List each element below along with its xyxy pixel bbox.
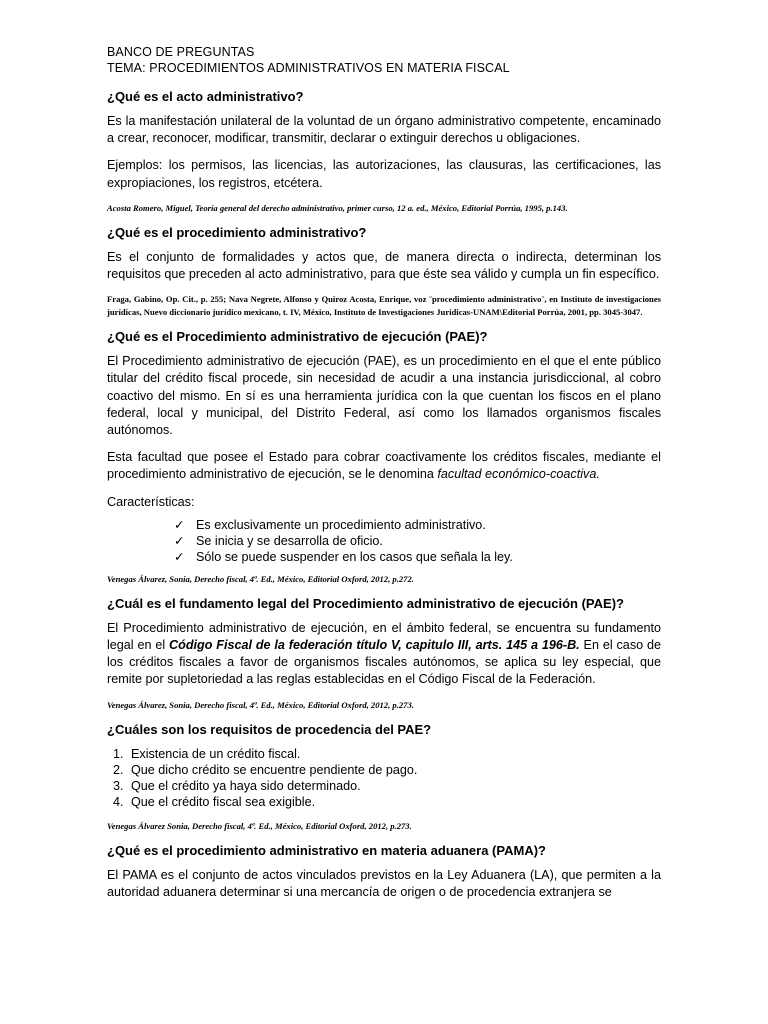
header-title: BANCO DE PREGUNTAS — [107, 45, 255, 59]
question-procedimiento-administrativo: ¿Qué es el procedimiento administrativo? — [107, 224, 367, 240]
list-item: 2. Que dicho crédito se encuentre pendiente de pago. — [127, 762, 661, 778]
answer-paragraph: Es el conjunto de formalidades y actos que, de manera directa o indirecta, determinan los requisitos que preceden al acto administrativo, para que éste sea válido y cumpla un fin específico. — [107, 249, 661, 282]
codigo-fiscal-reference: Código Fiscal de la federación título V, capitulo III, arts. 145 a 196-B. — [169, 638, 580, 653]
question-requisitos-pae: ¿Cuáles son los requisitos de procedencia del PAE? — [107, 721, 432, 737]
document-page — [107, 44, 661, 901]
list-item: 4. Que el crédito fiscal sea exigible. — [127, 794, 661, 810]
check-icon: ✓ — [174, 533, 185, 548]
citation: Fraga, Gabino, Op. Cit., p. 255; Nava Negrete, Alfonso y Quiroz Acosta, Enrique, voz ¨procedimiento administrativo¨, en Instituto de investigaciones jurídicas, Nuevo diccionario jurídico mexicano, t. IV, México, Instituto de Investigaciones Jurídicas-UNAM\Editorial Porrúa, 2001, pp. 3045-3047. — [107, 294, 661, 317]
characteristics-label: Características: — [107, 494, 195, 509]
answer-paragraph: El PAMA es el conjunto de actos vinculados previstos en la Ley Aduanera (LA), que permiten a la autoridad aduanera determinar si una mercancía de origen o de procedencia extranjera se — [107, 867, 661, 899]
facultad-term: facultad económico-coactiva. — [437, 467, 600, 482]
examples-paragraph: Ejemplos: los permisos, las licencias, las autorizaciones, las clausuras, las certificaciones, las expropiaciones, los registros, etcétera. — [107, 158, 661, 190]
question-pae: ¿Qué es el Procedimiento administrativo de ejecución (PAE)? — [107, 329, 488, 345]
requirements-list — [107, 746, 661, 810]
facultad-paragraph — [107, 449, 661, 483]
citation: Acosta Romero, Miguel, Teoría general del derecho administrativo, primer curso, 12 a. ed., México, Editorial Porrúa, 1995, p.143. — [107, 202, 568, 213]
list-item: 1. Existencia de un crédito fiscal. — [127, 746, 661, 762]
answer-paragraph: El Procedimiento administrativo de ejecución (PAE), es un procedimiento en el que el ente público titular del crédito fiscal procede, sin necesidad de acudir a una instancia jurisdiccional, al cobro coactivo del mismo. En sí es una herramienta jurídica con la que cuentan los fiscos en el plano federal, local y municipal, del Distrito Federal, así como los llamados organismos fiscales autónomos. — [107, 354, 661, 438]
question-fundamento-legal: ¿Cuál es el fundamento legal del Procedimiento administrativo de ejecución (PAE)? — [107, 595, 624, 611]
list-item: ✓ Sólo se puede suspender en los casos que señala la ley. — [174, 549, 513, 564]
list-item: ✓ Es exclusivamente un procedimiento administrativo. — [174, 517, 486, 532]
facultad-text: Esta facultad que posee el Estado para cobrar coactivamente los créditos fiscales, mediante el procedimiento administrativo de ejecución, se le denomina — [107, 450, 661, 482]
list-item: 3. Que el crédito ya haya sido determinado. — [127, 778, 661, 794]
list-item: ✓ Se inicia y se desarrolla de oficio. — [174, 533, 383, 548]
question-pama: ¿Qué es el procedimiento administrativo en materia aduanera (PAMA)? — [107, 842, 546, 858]
question-acto-administrativo: ¿Qué es el acto administrativo? — [107, 89, 304, 104]
header-topic: TEMA: PROCEDIMIENTOS ADMINISTRATIVOS EN MATERIA FISCAL — [107, 61, 510, 75]
answer-paragraph: Es la manifestación unilateral de la voluntad de un órgano administrativo competente, encaminado a crear, reconocer, modificar, transmitir, declarar o extinguir derechos u obligaciones. — [107, 114, 661, 146]
characteristics-list — [107, 517, 661, 565]
check-icon: ✓ — [174, 517, 185, 532]
document-header — [107, 44, 661, 76]
citation: Venegas Álvarez Sonia, Derecho fiscal, 4ª. Ed., México, Editorial Oxford, 2012, p.273. — [107, 820, 412, 831]
answer-paragraph: El Procedimiento administrativo de ejecución, en el ámbito federal, se encuentra su fundamento legal en el Código Fiscal de la federación título V, capitulo III, arts. 145 a 196-B. En el caso de los créditos fiscales a favor de organismos fiscales autónomos, se aplica su ley especial, que remite por supletoriedad a las reglas establecidas en el Código Fiscal de la Federación. — [107, 620, 661, 687]
citation: Venegas Álvarez, Sonia, Derecho fiscal, 4ª. Ed., México, Editorial Oxford, 2012, p.273. — [107, 699, 414, 710]
check-icon: ✓ — [174, 549, 185, 564]
citation: Venegas Álvarez, Sonia, Derecho fiscal, 4ª. Ed., México, Editorial Oxford, 2012, p.272. — [107, 573, 414, 584]
